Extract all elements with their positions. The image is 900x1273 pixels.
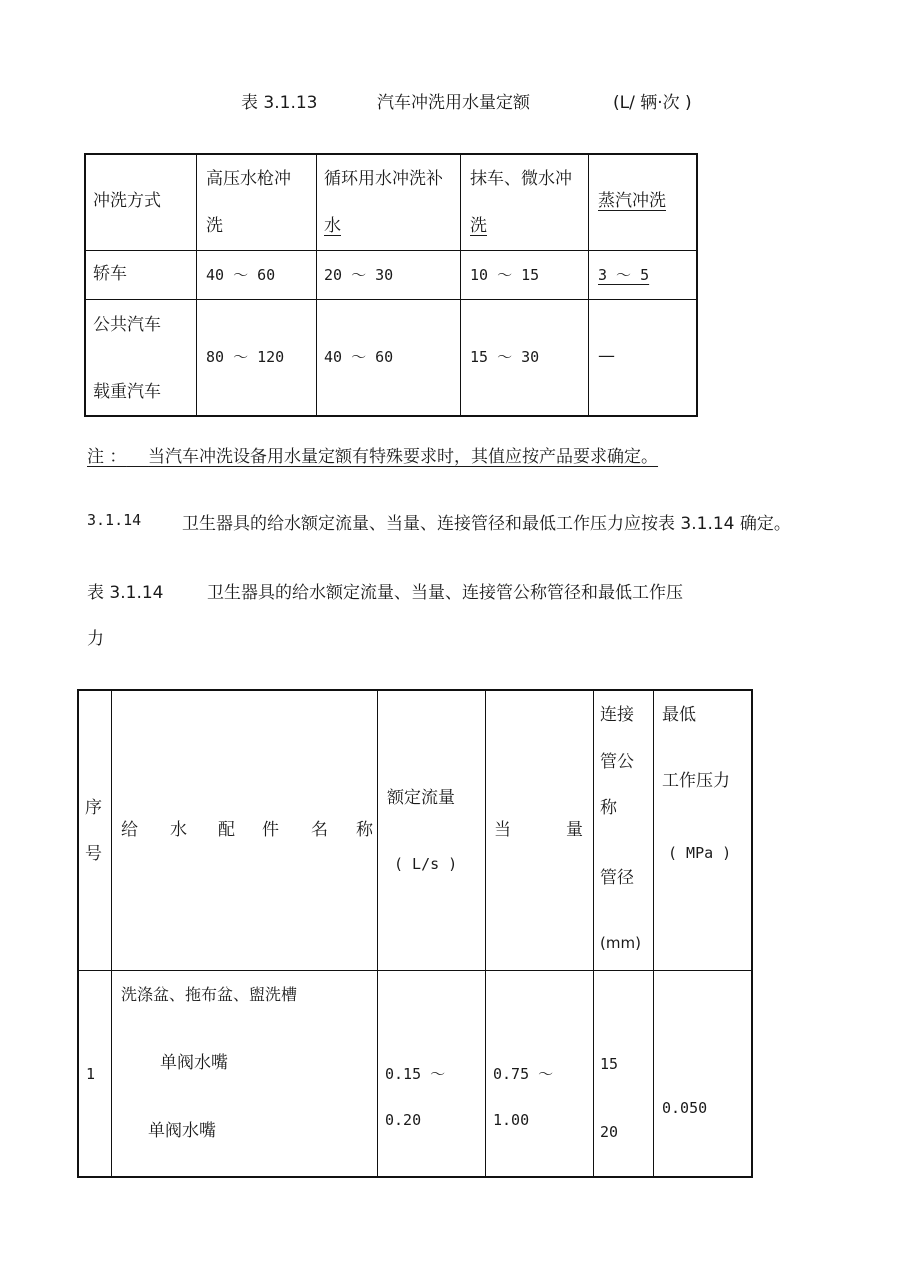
table2-caption-line1: 卫生器具的给水额定流量、当量、连接管公称管径和最低工作压 <box>207 583 683 603</box>
table2-header-equiv-2: 量 <box>566 820 583 840</box>
table2-row1-flow-a: 0.15 ～ <box>385 1065 446 1083</box>
table1-header-col2-line1: 循环用水冲洗补 <box>324 169 443 189</box>
table1-header-method: 冲洗方式 <box>93 191 161 211</box>
table1-note-label: 注 ： <box>87 447 127 467</box>
table2-row1-name-title: 洗涤盆、拖布盆、盥洗槽 <box>121 985 298 1004</box>
table1-row-line <box>84 250 698 251</box>
table2-header-pipe-3: 称 <box>600 798 617 818</box>
table2-frame <box>77 689 753 1178</box>
table1-row2-c1: 80 ～ 120 <box>206 348 285 366</box>
table1-header-col4: 蒸汽冲洗 <box>598 191 666 211</box>
table2-header-name-char: 名 <box>311 820 328 840</box>
table2-header-name-char: 水 <box>170 820 187 840</box>
table1-row2-name1: 公共汽车 <box>93 315 161 335</box>
table1-col-line <box>196 153 197 417</box>
table1-header-col1-line2: 洗 <box>206 216 223 236</box>
table2-row1-item1: 单阀水嘴 <box>160 1053 228 1073</box>
table1-row-line <box>84 299 698 300</box>
table1-row2-c4: — <box>598 346 615 366</box>
table2-row1-item2: 单阀水嘴 <box>148 1121 216 1141</box>
table1-header-col3-line1: 抹车、微水冲 <box>470 169 572 189</box>
table1-row1-c2: 20 ～ 30 <box>324 266 394 284</box>
table1-row1-name: 轿车 <box>93 264 127 284</box>
table2-header-pipe-1: 连接 <box>600 705 634 725</box>
table1-header-col2-line2: 水 <box>324 216 341 236</box>
table2-row1-pipe-a: 15 <box>600 1055 619 1073</box>
table1-header-col3-line2: 洗 <box>470 216 487 236</box>
table2-col-line <box>485 689 486 1178</box>
table2-row1-seq: 1 <box>86 1065 96 1083</box>
table2-row1-equiv-b: 1.00 <box>493 1111 530 1129</box>
clause-text: 卫生器具的给水额定流量、当量、连接管径和最低工作压力应按表 3.1.14 确定。 <box>182 514 791 534</box>
table2-header-flow-2: ( L/s ) <box>394 855 458 873</box>
table1-caption-title: 汽车冲洗用水量定额 <box>377 93 530 113</box>
table2-row1-press: 0.050 <box>662 1099 708 1117</box>
table1-note <box>87 442 658 467</box>
clause-number: 3.1.14 <box>87 511 142 529</box>
table2-header-name-char: 件 <box>262 820 279 840</box>
table1-caption <box>241 88 317 113</box>
table1-col-line <box>588 153 589 417</box>
table2-header-seq-1: 序 <box>85 798 102 818</box>
table2-col-line <box>111 689 112 1178</box>
table2-col-line <box>653 689 654 1178</box>
table2-header-flow-1: 额定流量 <box>387 788 455 808</box>
table1-row1-c1: 40 ～ 60 <box>206 266 276 284</box>
table1-row2-c2: 40 ～ 60 <box>324 348 394 366</box>
table2-header-equiv-1: 当 <box>494 820 511 840</box>
table2-header-press-2: 工作压力 <box>662 771 730 791</box>
table2-row1-pipe-b: 20 <box>600 1123 619 1141</box>
table2-header-seq-2: 号 <box>85 844 102 864</box>
table2-header-pipe-2: 管公 <box>600 752 634 772</box>
table2-header-pipe-5: (mm) <box>600 934 641 952</box>
table2-row1-equiv-a: 0.75 ～ <box>493 1065 554 1083</box>
table2-row-line <box>77 970 753 971</box>
table1-row2-name2: 载重汽车 <box>93 382 161 402</box>
table1-col-line <box>460 153 461 417</box>
table2-header-press-3: ( MPa ) <box>668 844 732 862</box>
table2-header-name-char: 给 <box>121 820 138 840</box>
table2-header-name-char: 配 <box>218 820 235 840</box>
table2-col-line <box>593 689 594 1178</box>
table2-caption-line2: 力 <box>87 629 104 649</box>
table1-header-col1-line1: 高压水枪冲 <box>206 169 291 189</box>
table2-header-pipe-4: 管径 <box>600 868 634 888</box>
table2-header-press-1: 最低 <box>662 705 696 725</box>
table2-col-line <box>377 689 378 1178</box>
table1-caption-number: 表 3.1.13 <box>241 93 318 113</box>
table1-row1-c4: 3 ～ 5 <box>598 266 650 284</box>
table1-caption-unit: (L/ 辆·次 ) <box>613 93 692 113</box>
table2-caption-number: 表 3.1.14 <box>87 583 164 603</box>
table1-row1-c3: 10 ～ 15 <box>470 266 540 284</box>
table1-note-text: 当汽车冲洗设备用水量定额有特殊要求时，其值应按产品要求确定。 <box>148 447 659 467</box>
table1-row2-c3: 15 ～ 30 <box>470 348 540 366</box>
table2-row1-flow-b: 0.20 <box>385 1111 422 1129</box>
table1-col-line <box>316 153 317 417</box>
table2-header-name-char: 称 <box>356 820 373 840</box>
